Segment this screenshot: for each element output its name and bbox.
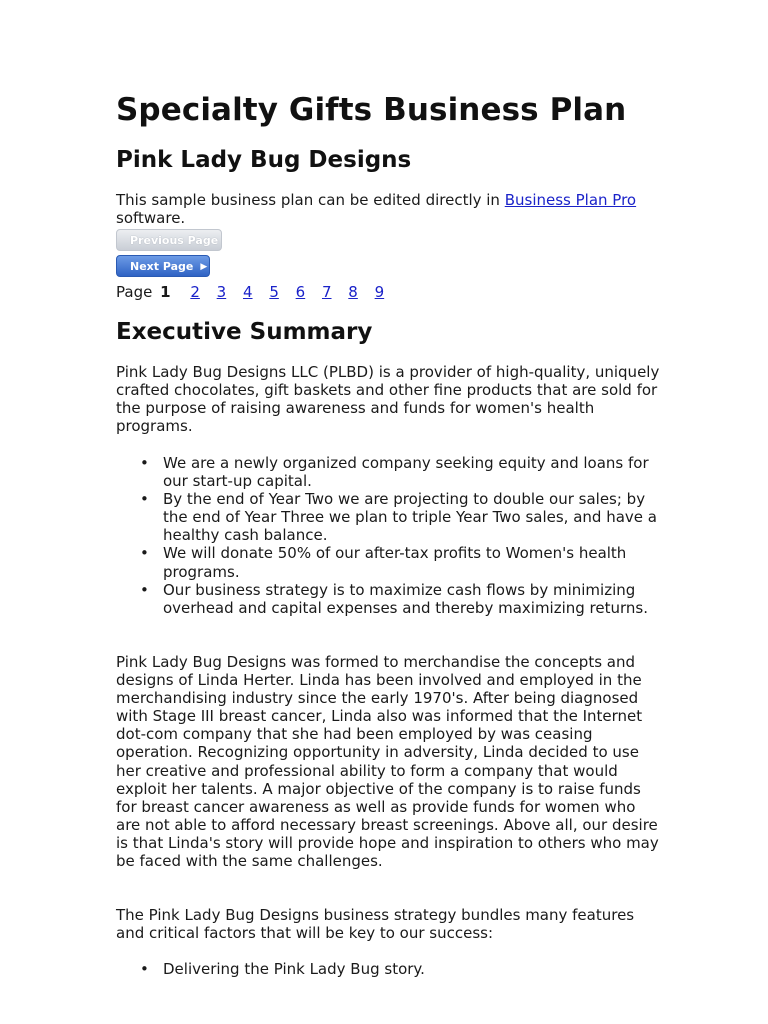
page-link-9[interactable]: 9 xyxy=(374,283,385,301)
summary-bullet-list-1 xyxy=(116,454,661,617)
page-link-5[interactable]: 5 xyxy=(269,283,279,301)
executive-summary-heading: Executive Summary xyxy=(116,319,373,345)
play-arrow-icon: ▶ xyxy=(200,262,208,272)
company-subtitle: Pink Lady Bug Designs xyxy=(116,147,412,173)
intro-text-after: software. xyxy=(116,209,186,227)
list-item xyxy=(140,454,661,491)
list-item-text: We are a newly organized company seeking equity and loans for our start-up capital. xyxy=(163,454,649,491)
current-page-number: 1 xyxy=(160,283,171,301)
list-item xyxy=(140,580,661,617)
page-link-7[interactable]: 7 xyxy=(321,283,332,301)
list-item-text: By the end of Year Two we are projecting to double our sales; by the end of Year Three we plan to triple Year Two sales, and have a healthy cash balance. xyxy=(163,490,657,545)
next-page-label: Next Page xyxy=(130,260,194,273)
page-title: Specialty Gifts Business Plan xyxy=(116,92,627,128)
bullet-glyph: • xyxy=(140,544,149,563)
bullet-glyph: • xyxy=(140,580,149,599)
page-link-8[interactable]: 8 xyxy=(348,283,358,301)
summary-paragraph-1: Pink Lady Bug Designs LLC (PLBD) is a provider of high-quality, uniquely crafted chocolates, gift baskets and other fine products that are sold for the purpose of raising awareness and funds for women's health programs. xyxy=(116,363,660,436)
list-item xyxy=(140,490,661,545)
previous-page-label: Previous Page xyxy=(130,234,219,247)
summary-paragraph-2: Pink Lady Bug Designs was formed to merchandise the concepts and designs of Linda Herter. Linda has been involved and employed in the merchandising industry since the early 1970's. After being diagnosed with Stage III breast cancer, Linda also was informed that the Internet dot-com company that she had been employed by was ceasing operation. Recognizing opportunity in adversity, Linda decided to use her creative and professional ability to form a company that would exploit her talents. A major objective of the company is to raise funds for breast cancer awareness as well as provide funds for women who are not able to afford necessary breast screenings. Above all, our desire is that Linda's story will provide hope and inspiration to others who may be faced with the same challenges. xyxy=(116,653,659,871)
list-item xyxy=(140,960,661,978)
list-item-text: Our business strategy is to maximize cash flows by minimizing overhead and capital expenses and thereby maximizing returns. xyxy=(163,580,649,617)
list-item xyxy=(140,544,661,581)
list-item-text: We will donate 50% of our after-tax profits to Women's health programs. xyxy=(163,544,627,581)
page-link-2[interactable]: 2 xyxy=(190,283,200,301)
page-label: Page xyxy=(116,283,153,301)
business-plan-pro-link[interactable]: Business Plan Pro xyxy=(504,191,637,209)
bullet-glyph: • xyxy=(140,454,149,472)
bullet-glyph: • xyxy=(140,960,149,978)
intro-text xyxy=(116,191,646,227)
list-item-text: Delivering the Pink Lady Bug story. xyxy=(163,960,425,978)
summary-bullet-list-2 xyxy=(116,960,661,978)
page-link-4[interactable]: 4 xyxy=(242,283,253,301)
page-link-3[interactable]: 3 xyxy=(216,283,227,301)
summary-paragraph-3: The Pink Lady Bug Designs business strategy bundles many features and critical factors that will be key to our success: xyxy=(116,906,635,943)
page-navigation xyxy=(116,283,396,301)
next-page-button[interactable] xyxy=(116,255,210,277)
previous-page-button[interactable] xyxy=(116,229,222,251)
intro-text-before: This sample business plan can be edited directly in xyxy=(116,191,505,209)
page-link-6[interactable]: 6 xyxy=(295,283,306,301)
bullet-glyph: • xyxy=(140,490,149,509)
